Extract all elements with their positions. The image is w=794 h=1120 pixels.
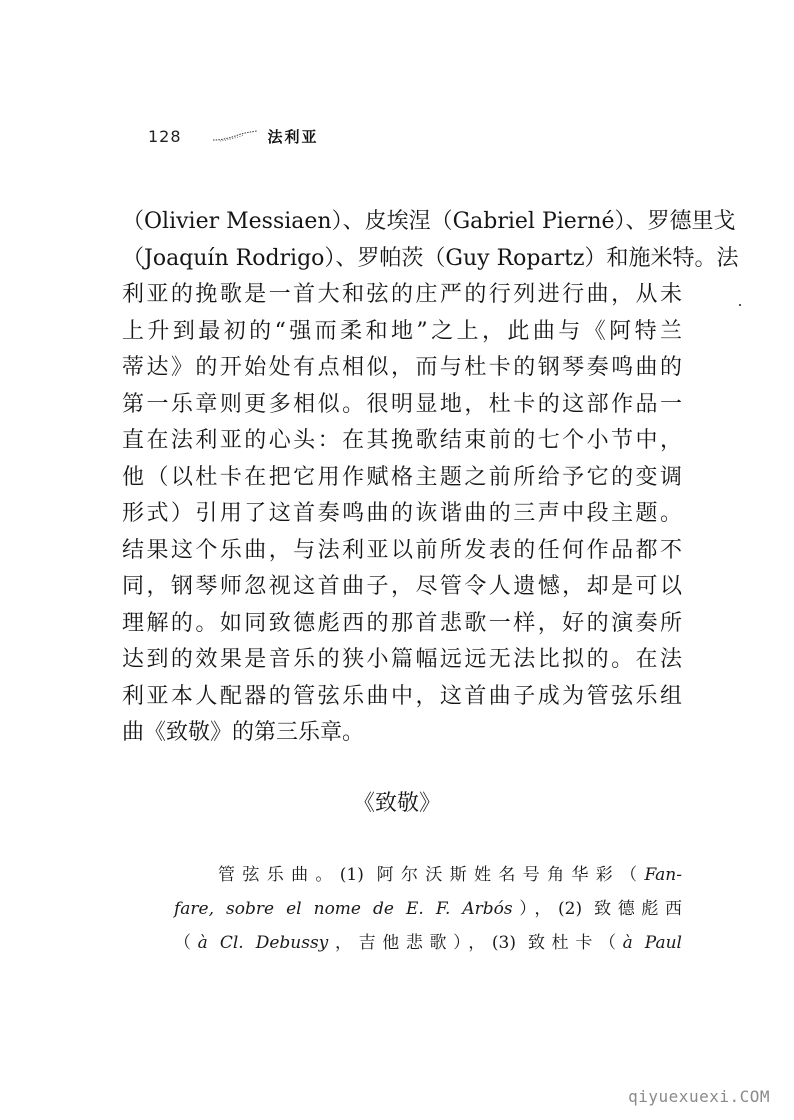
note-line bbox=[174, 858, 682, 892]
note-text: ），(2) 致德彪西 bbox=[512, 899, 682, 919]
body-line: 理解的。如同致德彪西的那首悲歌一样，好的演奏所 bbox=[122, 610, 682, 636]
note-italic: Fan- bbox=[644, 865, 682, 885]
body-line: 蒂达》的开始处有点相似，而与杜卡的钢琴奏鸣曲的 bbox=[122, 355, 682, 380]
body-line: 第一乐章则更多相似。很明显地，杜卡的这部作品一 bbox=[122, 391, 682, 417]
body-line: 结果这个乐曲，与法利亚以前所发表的任何作品都不 bbox=[122, 537, 682, 563]
body-line: 利亚本人配器的管弦乐曲中，这首曲子成为管弦乐组 bbox=[122, 683, 682, 709]
note-text: 管弦乐曲。(1) 阿尔沃斯姓名号角华彩（ bbox=[218, 865, 645, 885]
body-line: 直在法利亚的心头：在其挽歌结束前的七个小节中， bbox=[122, 428, 682, 453]
body-line: 达到的效果是音乐的狭小篇幅远远无法比拟的。在法 bbox=[122, 647, 682, 672]
note-text: （ bbox=[174, 933, 198, 953]
note-text: ，吉他悲歌），(3) 致杜卡（ bbox=[328, 933, 623, 953]
margin-dot bbox=[739, 304, 741, 306]
body-line: （Joaquín Rodrigo）、罗帕茨（Guy Ropartz）和施米特。法 bbox=[122, 245, 739, 271]
body-line: 他（以杜卡在把它用作赋格主题之前所给予它的变调 bbox=[122, 464, 682, 490]
body-line: 利亚的挽歌是一首大和弦的庄严的行列进行曲，从未 bbox=[122, 282, 682, 307]
ornament-flourish-icon bbox=[212, 130, 258, 142]
body-paragraph bbox=[122, 204, 739, 752]
note-italic: fare, sobre el nome de E. F. Arbós bbox=[174, 899, 513, 919]
note-line bbox=[174, 892, 682, 926]
page-number: 128 bbox=[148, 126, 182, 146]
running-title: 法利亚 bbox=[267, 127, 319, 146]
site-watermark: qiyuexuexi.COM bbox=[628, 1087, 770, 1106]
note-line bbox=[174, 926, 682, 960]
page-header bbox=[148, 124, 319, 148]
body-line: 同，钢琴师忽视这首曲子，尽管令人遗憾，却是可以 bbox=[122, 574, 682, 599]
work-note bbox=[174, 858, 682, 960]
note-italic: à Paul bbox=[622, 933, 682, 953]
body-line: （Olivier Messiaen）、皮埃涅（Gabriel Pierné）、罗德里戈 bbox=[122, 209, 736, 234]
section-title: 《致敬》 bbox=[352, 791, 441, 816]
note-italic: à Cl. Debussy bbox=[197, 933, 329, 953]
body-line: 曲《致敬》的第三乐章。 bbox=[122, 720, 365, 745]
body-line: 上升到最初的“强而柔和地”之上，此曲与《阿特兰 bbox=[122, 318, 682, 344]
body-line: 形式）引用了这首奏鸣曲的诙谐曲的三声中段主题。 bbox=[122, 501, 682, 526]
